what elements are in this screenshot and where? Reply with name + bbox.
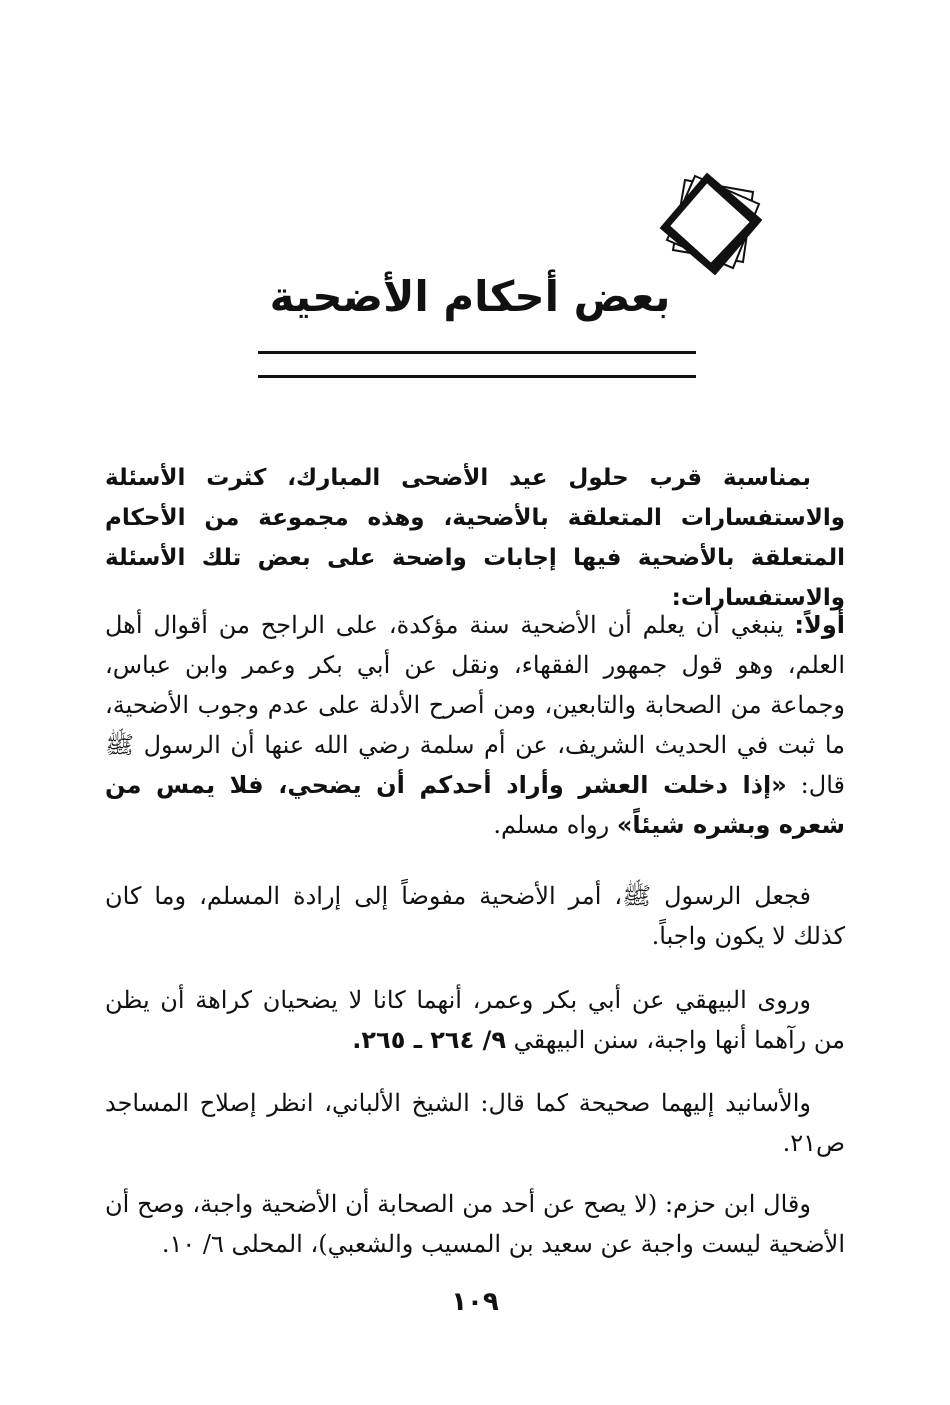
intro-text: بمناسبة قرب حلول عيد الأضحى المبارك، كثرت الأسئلة والاستفسارات المتعلقة بالأضحية، وهذه مجموعة من الأحكام المتعلقة بالأضحية فيها إجابات واضحة على بعض تلك الأسئلة والاستفسارات: — [105, 465, 845, 611]
ruling-lead: أولاً: — [794, 611, 845, 639]
ruling-text: ينبغي أن يعلم أن الأضحية سنة مؤكدة، على الراجح من أقوال أهل العلم، وهو قول جمهور الفقهاء، ونقل عن أبي بكر وعمر وابن عباس، وجماعة من الصحابة والتابعين، ومن أصرح الأدلة على عدم وجوب الأضحية، ما ثبت في الحديث الشريف، عن أم سلمة رضي الله عنها أن الرسول ﷺ قال: — [105, 611, 846, 799]
paragraph-second — [105, 876, 845, 956]
page-number: ١٠٩ — [451, 1287, 499, 1317]
paragraph-third-text: وروى البيهقي عن أبي بكر وعمر، أنهما كانا لا يضحيان كراهة أن يظن من رآهما أنها واجبة، سنن البيهقي — [105, 986, 845, 1054]
bayhaqi-reference: ٩/ ٢٦٤ ـ ٢٦٥. — [352, 1026, 507, 1054]
hadith-source: رواه مسلم. — [493, 811, 610, 839]
hadith-quote: «إذا دخلت العشر وأراد أحدكم أن يضحي، فلا يمس من شعره وبشره شيئاً» — [105, 771, 845, 839]
title-underline-top — [258, 351, 696, 354]
page-title: بعض أحكام الأضحية — [269, 272, 671, 321]
paragraph-second-text: فجعل الرسول ﷺ، أمر الأضحية مفوضاً إلى إرادة المسلم، وما كان كذلك لا يكون واجباً. — [105, 882, 845, 950]
paragraph-fourth — [105, 1083, 845, 1163]
paragraph-fourth-text: والأسانيد إليهما صحيحة كما قال: الشيخ الألباني، انظر إصلاح المساجد ص٢١. — [105, 1089, 845, 1157]
paragraph-third — [105, 980, 845, 1060]
intro-paragraph — [105, 458, 845, 618]
paragraph-fifth — [105, 1184, 845, 1264]
paragraph-first-ruling — [105, 605, 845, 845]
paragraph-fifth-text: وقال ابن حزم: (لا يصح عن أحد من الصحابة أن الأضحية واجبة، وصح أن الأضحية ليست واجبة عن سعيد بن المسيب والشعبي)، المحلى ٦/ ١٠. — [105, 1190, 845, 1258]
title-underline-bottom — [258, 375, 696, 378]
